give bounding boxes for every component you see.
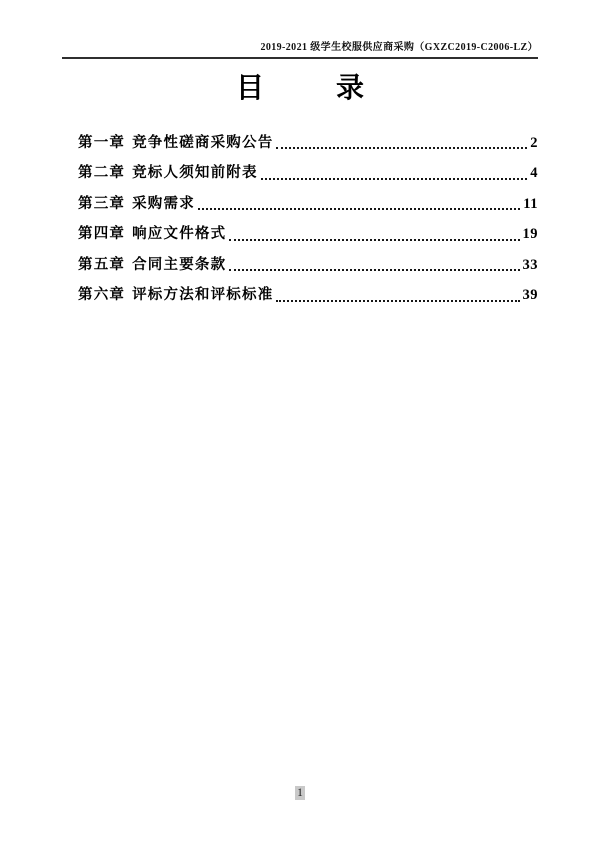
table-of-contents [78, 134, 538, 306]
entry-title: 响应文件格式 [132, 226, 227, 243]
toc-entry-chapter-6 [78, 286, 538, 306]
dot-leader [198, 208, 520, 210]
header-procurement-title: 2019-2021 级学生校服供应商采购（GXZC2019-C2006-LZ） [260, 42, 538, 53]
toc-entry-chapter-1 [78, 134, 538, 154]
entry-page-number: 39 [522, 287, 538, 304]
toc-title-char-left: 目 [235, 73, 264, 104]
chapter-label: 第四章 [78, 226, 126, 243]
footer-page-number: 1 [297, 787, 303, 799]
toc-title-char-right: 录 [336, 73, 365, 104]
dot-leader [276, 147, 527, 149]
entry-page-number: 19 [522, 226, 538, 243]
entry-page-number: 11 [523, 195, 538, 212]
toc-entry-chapter-5 [78, 256, 538, 276]
dot-leader [229, 239, 519, 241]
entry-title: 评标方法和评标标准 [132, 287, 274, 304]
dot-leader [276, 300, 519, 302]
entry-title: 采购需求 [132, 195, 195, 212]
toc-title [0, 72, 600, 106]
page-header [62, 0, 538, 59]
toc-entry-chapter-2 [78, 164, 538, 184]
page-footer [0, 783, 600, 801]
chapter-label: 第六章 [78, 287, 126, 304]
dot-leader [229, 269, 519, 271]
chapter-label: 第二章 [78, 165, 126, 182]
chapter-label: 第一章 [78, 134, 126, 151]
entry-page-number: 2 [530, 134, 538, 151]
chapter-label: 第三章 [78, 195, 126, 212]
toc-entry-chapter-3 [78, 195, 538, 215]
entry-page-number: 33 [522, 256, 538, 273]
entry-title: 竞标人须知前附表 [132, 165, 258, 182]
entry-title: 合同主要条款 [132, 256, 227, 273]
dot-leader [261, 178, 528, 180]
entry-title: 竞争性磋商采购公告 [132, 134, 274, 151]
toc-entry-chapter-4 [78, 225, 538, 245]
chapter-label: 第五章 [78, 256, 126, 273]
entry-page-number: 4 [530, 165, 538, 182]
